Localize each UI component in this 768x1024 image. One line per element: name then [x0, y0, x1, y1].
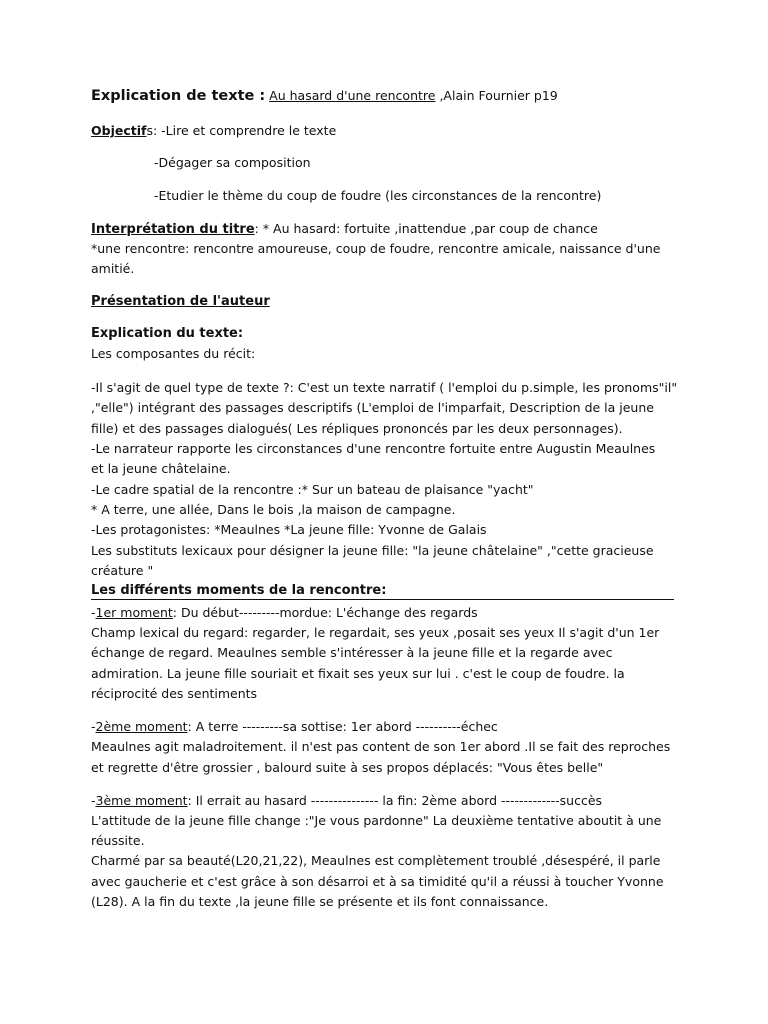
- interpretation-line: [91, 221, 598, 238]
- moment-2-summary: : A terre ---------sa sottise: 1er abord ----------échec: [187, 719, 498, 734]
- moment-prefix: -: [91, 719, 96, 734]
- explication-line: et la jeune châtelaine.: [91, 461, 231, 476]
- objectif-item: -Lire et comprendre le texte: [157, 123, 337, 138]
- moment-3-line: avec gaucherie et c'est grâce à son désarroi et à sa timidité qu'il a réussi à toucher Yvonne: [91, 874, 664, 889]
- objectifs-label: Objectif: [91, 123, 147, 138]
- moment-3-summary: : Il errait au hasard --------------- la fin: 2ème abord -------------succès: [187, 793, 603, 808]
- objectifs-label-suffix: s:: [146, 123, 158, 138]
- document-page: [91, 0, 691, 1024]
- title-label: Explication de texte :: [91, 88, 266, 104]
- explication-line: -Il s'agit de quel type de texte ?: C'est un texte narratif ( l'emploi du p.simple, les pronoms"il": [91, 380, 678, 395]
- moment-3-line: réussite.: [91, 833, 145, 848]
- moment-2-header: [91, 719, 498, 735]
- moment-prefix: -: [91, 793, 96, 808]
- explication-line: * A terre, une allée, Dans le bois ,la maison de campagne.: [91, 502, 456, 517]
- moment-3-label: 3ème moment: [95, 793, 188, 808]
- moment-1-line: échange de regard. Meaulnes semble s'intéresser à la jeune fille et la regarde avec: [91, 645, 613, 660]
- interpretation-line: amitié.: [91, 261, 135, 276]
- interpretation-label: Interprétation du titre: [91, 222, 255, 237]
- moment-1-header: [91, 605, 478, 621]
- moment-1-label: 1er moment: [95, 605, 173, 620]
- moment-2-line: et regrette d'être grossier , balourd suite à ses propos déplacés: "Vous êtes belle": [91, 760, 604, 775]
- title-work: Au hasard d'une rencontre: [269, 88, 436, 103]
- moment-prefix: -: [91, 605, 96, 620]
- explication-line: -Les protagonistes: *Meaulnes *La jeune fille: Yvonne de Galais: [91, 522, 487, 537]
- moment-1-line: admiration. La jeune fille souriait et fixait ses yeux sur lui . c'est le coup de foudre. la: [91, 666, 625, 681]
- title-author: ,Alain Fournier p19: [435, 88, 558, 103]
- explication-line: ,"elle") intégrant des passages descriptifs (L'emploi de l'imparfait, Description de la jeune: [91, 400, 654, 415]
- explication-line: Les substituts lexicaux pour désigner la jeune fille: "la jeune châtelaine" ,"cette gracieuse: [91, 543, 654, 558]
- interpretation-text: : * Au hasard: fortuite ,inattendue ,par coup de chance: [254, 221, 598, 236]
- moment-2-label: 2ème moment: [95, 719, 188, 734]
- document-title: [91, 88, 558, 104]
- explication-line: créature ": [91, 563, 154, 578]
- explication-line: -Le narrateur rapporte les circonstances d'une rencontre fortuite entre Augustin Meaulnes: [91, 441, 656, 456]
- moment-1-line: réciprocité des sentiments: [91, 686, 258, 701]
- explication-line: -Le cadre spatial de la rencontre :* Sur un bateau de plaisance "yacht": [91, 482, 534, 497]
- objectif-item: -Etudier le thème du coup de foudre (les circonstances de la rencontre): [154, 188, 602, 203]
- moment-1-summary: : Du début---------mordue: L'échange des regards: [172, 605, 478, 620]
- moment-3-line: (L28). A la fin du texte ,la jeune fille se présente et ils font connaissance.: [91, 894, 549, 909]
- moment-3-line: L'attitude de la jeune fille change :"Je vous pardonne" La deuxième tentative aboutit à une: [91, 813, 662, 828]
- objectifs-line-1: [91, 123, 336, 139]
- explication-intro: Les composantes du récit:: [91, 346, 256, 361]
- presentation-heading: Présentation de l'auteur: [91, 294, 270, 309]
- moment-2-line: Meaulnes agit maladroitement. il n'est pas content de son 1er abord .Il se fait des reproches: [91, 739, 671, 754]
- interpretation-line: *une rencontre: rencontre amoureuse, coup de foudre, rencontre amicale, naissance d'une: [91, 241, 661, 256]
- moment-3-header: [91, 793, 602, 809]
- explication-heading: Explication du texte:: [91, 326, 244, 341]
- moments-heading: Les différents moments de la rencontre:: [91, 583, 387, 598]
- moment-3-line: Charmé par sa beauté(L20,21,22), Meaulnes est complètement troublé ,désespéré, il parle: [91, 853, 661, 868]
- objectif-item: -Dégager sa composition: [154, 155, 311, 170]
- explication-line: fille) et des passages dialogués( Les répliques prononcés par les deux personnages).: [91, 421, 623, 436]
- moments-underline: [91, 599, 674, 600]
- moment-1-line: Champ lexical du regard: regarder, le regardait, ses yeux ,posait ses yeux Il s'agit d'un 1er: [91, 625, 660, 640]
